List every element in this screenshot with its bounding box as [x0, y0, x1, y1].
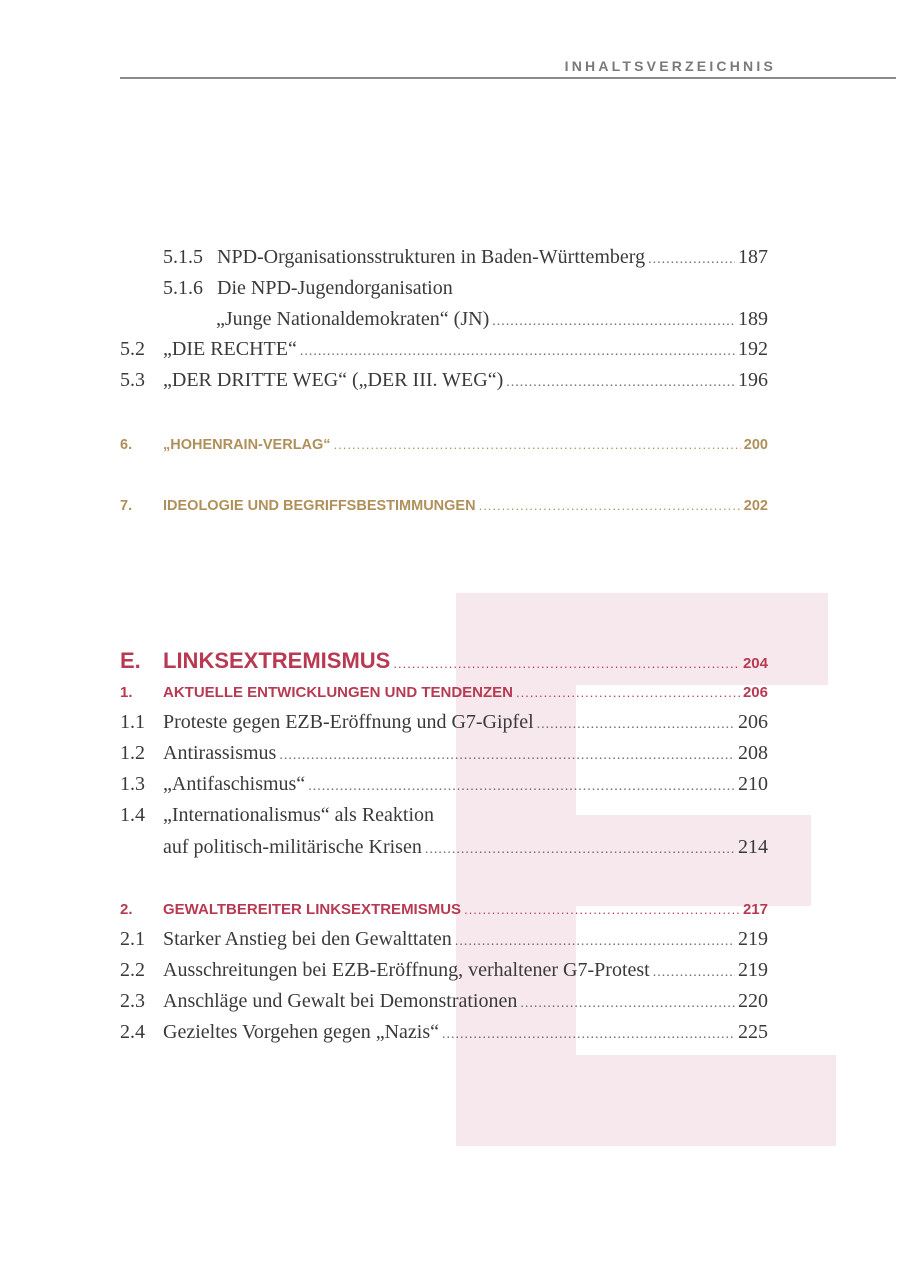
dot-leader — [464, 902, 740, 917]
toc-page: 204 — [742, 655, 768, 672]
toc-page: 187 — [738, 246, 768, 268]
toc-number: 1. — [120, 684, 133, 701]
toc-title: Proteste gegen EZB-Eröffnung und G7-Gipfel — [163, 711, 534, 733]
dot-leader — [653, 965, 735, 981]
toc-title: „DIE RECHTE“ — [163, 338, 297, 360]
toc-page: 225 — [738, 1021, 768, 1043]
dot-leader — [537, 717, 735, 733]
toc-title: „Junge Nationaldemokraten“ (JN) — [216, 308, 490, 330]
toc-number: 5.1.6 — [163, 277, 203, 299]
toc-entry[interactable] — [120, 959, 768, 989]
toc-page: 214 — [738, 836, 768, 858]
dot-leader — [308, 779, 735, 795]
toc-page: 189 — [738, 308, 768, 330]
dot-leader — [425, 842, 735, 858]
toc-number: 1.1 — [120, 711, 145, 733]
toc-page: 208 — [738, 742, 768, 764]
toc-entry[interactable] — [120, 990, 768, 1020]
dot-leader — [479, 498, 741, 513]
toc-number: 2.3 — [120, 990, 145, 1012]
toc-title: Gezieltes Vorgehen gegen „Nazis“ — [163, 1021, 440, 1043]
toc-number: 2.1 — [120, 928, 145, 950]
toc-entry[interactable] — [120, 338, 768, 368]
toc-number: 2.2 — [120, 959, 145, 981]
decorative-letter-e — [576, 1055, 836, 1146]
toc-number: 6. — [120, 437, 133, 453]
dot-leader — [300, 344, 735, 360]
toc-number: 5.1.5 — [163, 246, 203, 268]
toc-entry[interactable] — [120, 773, 768, 803]
header-rule — [120, 77, 896, 79]
dot-leader — [516, 685, 740, 700]
toc-title: „DER DRITTE WEG“ („DER III. WEG“) — [163, 369, 504, 391]
toc-entry[interactable] — [120, 742, 768, 772]
toc-number: 7. — [120, 498, 133, 514]
dot-leader — [506, 375, 735, 391]
toc-page: 210 — [738, 773, 768, 795]
toc-entry[interactable] — [120, 804, 768, 834]
toc-title: „Antifaschismus“ — [163, 773, 306, 795]
toc-entry[interactable] — [120, 498, 768, 528]
dot-leader — [648, 252, 735, 268]
dot-leader — [520, 996, 735, 1012]
toc-entry[interactable] — [120, 369, 768, 399]
dot-leader — [279, 748, 735, 764]
toc-title: AKTUELLE ENTWICKLUNGEN UND TENDENZEN — [163, 684, 513, 701]
toc-number: 1.3 — [120, 773, 145, 795]
dot-leader — [492, 314, 735, 330]
dot-leader — [393, 656, 740, 671]
toc-page: 206 — [738, 711, 768, 733]
toc-entry[interactable] — [120, 836, 768, 866]
toc-title: „HOHENRAIN-VERLAG“ — [163, 437, 331, 453]
toc-number: 5.3 — [120, 369, 145, 391]
toc-page: 220 — [738, 990, 768, 1012]
toc-entry[interactable] — [120, 308, 768, 338]
toc-entry[interactable] — [120, 1021, 768, 1051]
toc-page: 219 — [738, 959, 768, 981]
toc-number: 2. — [120, 901, 133, 918]
dot-leader — [442, 1027, 735, 1043]
toc-number: 5.2 — [120, 338, 145, 360]
toc-page: 202 — [743, 498, 768, 514]
toc-title: „Internationalismus“ als Reaktion — [163, 804, 435, 826]
toc-number: 2.4 — [120, 1021, 145, 1043]
toc-title: IDEOLOGIE UND BEGRIFFSBESTIMMUNGEN — [163, 498, 476, 514]
toc-entry[interactable] — [120, 711, 768, 741]
running-header: INHALTSVERZEICHNIS — [564, 58, 776, 74]
toc-page: 200 — [743, 437, 768, 453]
dot-leader — [334, 437, 741, 452]
toc-page: 219 — [738, 928, 768, 950]
toc-title: Ausschreitungen bei EZB-Eröffnung, verhaltener G7-Protest — [163, 959, 650, 981]
toc-entry[interactable] — [120, 437, 768, 467]
toc-page: 206 — [742, 684, 768, 701]
toc-page: 217 — [742, 901, 768, 918]
toc-title: LINKSEXTREMISMUS — [163, 648, 391, 673]
toc-page: 196 — [738, 369, 768, 391]
toc-page: 192 — [738, 338, 768, 360]
toc-entry[interactable] — [120, 684, 768, 714]
toc-title: Anschläge und Gewalt bei Demonstrationen — [163, 990, 518, 1012]
dot-leader — [455, 934, 735, 950]
toc-number: E. — [120, 648, 141, 673]
toc-entry[interactable] — [120, 901, 768, 931]
toc-title: Starker Anstieg bei den Gewalttaten — [163, 928, 452, 950]
toc-title: GEWALTBEREITER LINKSEXTREMISMUS — [163, 901, 462, 918]
toc-entry[interactable] — [120, 648, 768, 678]
toc-title: auf politisch-militärische Krisen — [163, 836, 422, 858]
toc-title: NPD-Organisationsstrukturen in Baden-Württemberg — [217, 246, 646, 268]
toc-title: Die NPD-Jugendorganisation — [217, 277, 453, 299]
toc-entry[interactable] — [120, 928, 768, 958]
toc-entry[interactable] — [120, 246, 768, 276]
toc-number: 1.4 — [120, 804, 145, 826]
toc-title: Antirassismus — [163, 742, 277, 764]
toc-number: 1.2 — [120, 742, 145, 764]
toc-entry[interactable] — [120, 277, 768, 307]
